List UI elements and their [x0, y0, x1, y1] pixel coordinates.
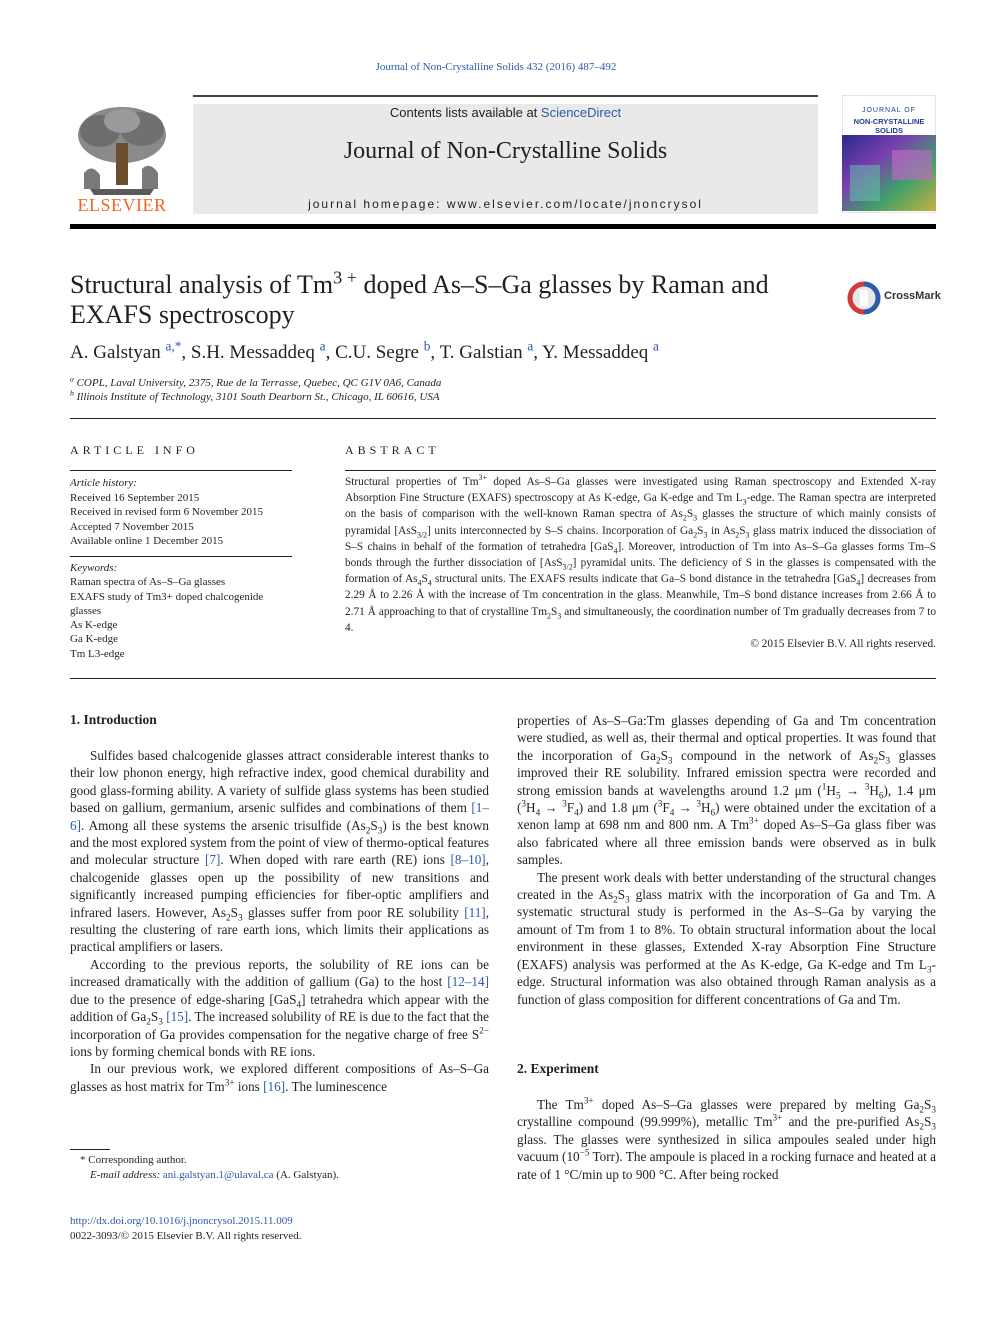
- cover-title-line1: JOURNAL OF: [861, 107, 917, 114]
- author-name: A. Galstyan: [70, 342, 161, 363]
- paragraph: In our previous work, we explored different compositions of As–S–Ga glasses as host matrix for $Tm^{3+}$ ions [16]. The luminescence: [70, 1061, 489, 1094]
- author-name: Y. Messaddeq: [542, 342, 649, 363]
- affiliation: [70, 388, 440, 403]
- history-item: Received 16 September 2015: [70, 491, 200, 504]
- doi-link[interactable]: http://dx.doi.org/10.1016/j.jnoncrysol.2015.11.009: [70, 1215, 293, 1227]
- header-top-rule: [193, 95, 818, 97]
- author-name: C.U. Segre: [335, 342, 419, 363]
- footnote-rule: [70, 1149, 110, 1150]
- article-info-heading: ARTICLE INFO: [70, 443, 199, 457]
- cover-title-line2: NON-CRYSTALLINE SOLIDS: [853, 117, 925, 135]
- email-name: (A. Galstyan).: [276, 1169, 339, 1181]
- email-note: [70, 1168, 339, 1183]
- citation-link[interactable]: [8–10]: [450, 852, 486, 868]
- email-label: E-mail address:: [90, 1169, 161, 1181]
- keyword: As K-edge: [70, 619, 118, 632]
- keyword: Ga K-edge: [70, 633, 118, 646]
- contents-line: [193, 105, 818, 120]
- section-heading-introduction: 1. Introduction: [70, 712, 157, 727]
- article-info-rule: [70, 470, 292, 471]
- footnote: [70, 1153, 339, 1183]
- sciencedirect-link[interactable]: ScienceDirect: [540, 105, 622, 120]
- crossmark-icon: [846, 280, 882, 316]
- author-name: T. Galstian: [439, 342, 523, 363]
- section-heading-experiment: 2. Experiment: [517, 1061, 599, 1076]
- header-thick-rule: [70, 224, 936, 229]
- paragraph: The $Tm^{3+}$ doped As–S–Ga glasses were prepared by melting $Ga_2S_3$ crystalline compound (99.999%), metallic $Tm^{3+}$ and the pre-purified $As_2S_3$ glass. The glasses were synthesized in silica ampoules sealed under high vacuum ($10^{-5}$ Torr). The ampoule is placed in a rocking furnace and heated at a rate of 1 °C/min up to 900 °C. After being rocked: [517, 1095, 937, 1182]
- footer: [70, 1214, 302, 1244]
- journal-homepage: [193, 197, 818, 211]
- journal-cover-image: [842, 95, 936, 213]
- citation-link[interactable]: [15]: [166, 1009, 189, 1025]
- keywords-label: Keywords:: [70, 562, 118, 574]
- keyword: Raman spectra of As–S–Ga glasses: [70, 576, 226, 589]
- affiliation-mark: b: [70, 388, 74, 398]
- author-separator: ,: [325, 342, 336, 363]
- author-affiliation-mark[interactable]: a: [653, 338, 659, 354]
- homepage-prefix: journal homepage:: [308, 197, 447, 211]
- paragraph: According to the previous reports, the solubility of RE ions can be increased dramatically with the addition of gallium (Ga) to the host [12–14] due to the presence of edge-sharing [GaS$_4$] tetrahedra which appear with the addition of $Ga_2S_3$ [15]. The increased solubility of RE is due to the fact that the incorporation of Ga provides compensation for the negative charge of free $S^{2-}$ ions by forming chemical bonds with RE ions.: [70, 956, 490, 1059]
- paragraph: The present work deals with better understanding of the structural changes created in the $As_2S_3$ glass matrix with the incorporation of Ga and Tm. A systematic structural study is performed in the As–S–Ga by varying the amount of Tm from 1 to 8%. To obtain structural information about the local environment in these glasses, Extended X-ray Absorption Fine Structure (EXAFS) analysis was performed at the As K-edge, Ga K-edge and Tm $L_3$-edge. Structural information was also obtained through Raman analysis as a function of glass composition for different concentrations of Ga and Tm.: [517, 869, 937, 1007]
- author-list: [70, 338, 659, 364]
- journal-title: Journal of Non-Crystalline Solids: [343, 138, 668, 164]
- title-text-1: Structural analysis of Tm: [70, 270, 334, 299]
- paragraph: Sulfides based chalcogenide glasses attract considerable interest thanks to their low phonon energy, high refractive index, good chemical durability and good glass-forming ability. A variety of sulfide glass systems has been studied based on gallium, germanium, arsenic sulfides and combinations of them [1–6]. Among all these systems the arsenic trisulfide $(As_2S_3)$ is the best known and the most explored system from the point of view of thermo-optical features and molecular structure [7]. When doped with rare earth (RE) ions [8–10], chalcogenide glasses open up the possibility of new transitions and significantly increased pumping efficiencies for fiber-optic amplifiers and infrared lasers. However, $As_2S_3$ glasses suffer from poor RE solubility [11], resulting the clustering of rare earth ions, which limits their applications as practical amplifiers or lasers.: [70, 748, 489, 955]
- citation-link[interactable]: [7]: [204, 852, 221, 868]
- affiliation-mark: a: [70, 374, 74, 384]
- history-item: Available online 1 December 2015: [70, 535, 224, 547]
- corresponding-note: * Corresponding author.: [80, 1154, 187, 1166]
- email-link[interactable]: ani.galstyan.1@ulaval.ca: [162, 1169, 274, 1181]
- affiliation: [70, 374, 442, 389]
- article-title: [70, 267, 790, 330]
- citation-link[interactable]: [12–14]: [447, 974, 489, 990]
- journal-reference[interactable]: Journal of Non-Crystalline Solids 432 (2016) 487–492: [375, 61, 617, 73]
- title-superscript: 3 +: [333, 267, 357, 288]
- affiliation-text: COPL, Laval University, 2375, Rue de la Terrasse, Quebec, QC G1V 0A6, Canada: [76, 377, 442, 389]
- author-separator: ,: [533, 342, 543, 363]
- keyword: Tm L3-edge: [70, 647, 125, 660]
- citation-link[interactable]: [16]: [263, 1078, 286, 1094]
- crossmark-label: CrossMark: [884, 290, 941, 302]
- history-item: Received in revised form 6 November 2015: [70, 506, 264, 518]
- publisher-name: ELSEVIER: [77, 195, 167, 215]
- body-column-right: [517, 712, 936, 1008]
- homepage-url[interactable]: www.elsevier.com/locate/jnoncrysol: [446, 197, 703, 211]
- keyword: EXAFS study of Tm3+ doped chalcogenide glasses: [70, 590, 264, 617]
- contents-prefix: Contents lists available at: [389, 105, 541, 120]
- affiliation-text: Illinois Institute of Technology, 3101 South Dearborn St., Chicago, IL 60616, USA: [76, 391, 440, 403]
- history-item: Accepted 7 November 2015: [70, 520, 194, 533]
- crossmark-badge[interactable]: [846, 280, 941, 316]
- author-affiliation-mark[interactable]: a: [319, 338, 326, 354]
- abstract-heading: ABSTRACT: [345, 443, 440, 457]
- author-affiliation-mark[interactable]: b: [423, 338, 431, 354]
- citation-link[interactable]: [11]: [464, 904, 486, 920]
- keywords-rule: [70, 556, 292, 557]
- author-separator: ,: [430, 342, 440, 363]
- corresponding-label: Corresponding author.: [88, 1154, 187, 1166]
- author-affiliation-mark[interactable]: a: [527, 338, 534, 354]
- citation-link[interactable]: [1–6]: [70, 800, 489, 833]
- abstract-bottom-rule: [70, 678, 936, 679]
- body-column-right-continued: [517, 1096, 936, 1183]
- author-separator: ,: [181, 342, 191, 363]
- title-text-2: doped As–S–Ga glasses by Raman and EXAFS spectroscopy: [70, 270, 769, 329]
- keywords-list: [70, 561, 292, 661]
- author-affiliation-mark[interactable]: a,*: [165, 338, 182, 354]
- abstract-text: Structural properties of $Tm^{3+}$ doped As–S–Ga glasses were investigated using Raman spectroscopy and Extended X-ray Absorption Fine Structure (EXAFS) spectroscopy at As K-edge, Ga K-edge and Tm $L_3$-edge. The Raman spectra are interpreted on the basis of comparison with the well-known Raman spectra of $As_2S_3$ glasses the structure of which mainly consists of pyramidal [AsS$_{3/2}$] units interconnected by S–S chains. Incorporation of $Ga_2S_3$ in $As_2S_3$ glass matrix induced the dissociation of S–S chains in behalf of the formation of tetrahedra [GaS$_4$]. Moreover, introduction of Tm into As–S–Ga glasses forms Tm–S bonds through the further dissociation of [AsS$_{3/2}$] pyramidal units. The deficiency of S in the glasses is compensated with the formation of $As_4S_4$ structural units. The EXAFS results indicate that Ga–S bond distance in the tetrahedra [GaS$_4$] decreases from 2.29 Å to 2.26 Å with the increase of Tm concentration in the glass. Meanwhile, Tm–S bond distance increases from 2.66 Å to 2.71 Å approaching to that of crystalline $Tm_2S_3$ and simultaneously, the coordination number of Tm gradually decreases from 7 to 4. © 2015 Elsevier B.V. All rights reserved.: [345, 474, 936, 652]
- article-history: [70, 476, 292, 549]
- abstract-copyright: © 2015 Elsevier B.V. All rights reserved.: [750, 638, 936, 651]
- body-column-left: [70, 747, 489, 1095]
- issn-line: 0022-3093/© 2015 Elsevier B.V. All rights reserved.: [70, 1230, 302, 1242]
- author-name: S.H. Messaddeq: [190, 342, 315, 363]
- history-label: Article history:: [70, 477, 137, 489]
- abstract-rule: [345, 470, 936, 471]
- affiliation-rule: [70, 418, 936, 419]
- paragraph: properties of As–S–Ga:Tm glasses depending of Ga and Tm concentration were studied, as well as, their thermal and optical properties. It was found that the incorporation of $Ga_2S_3$ compound in the network of $As_2S_3$ glasses improved their RE solubility. Infrared emission spectra were recorded and strong emission bands at wavelengths around 1.2 μm $(^1H_5 \to ^3H_6)$, 1.4 μm $(^3H_4 \to ^3F_4)$ and 1.8 μm $(^3F_4 \to ^3H_6)$ were obtained under the excitation of a xenon lamp at 698 nm and 800 nm. A $Tm^{3+}$ doped As–S–Ga glass fiber was also fabricated where all three emission bands were observed as in bulk samples.: [517, 713, 937, 868]
